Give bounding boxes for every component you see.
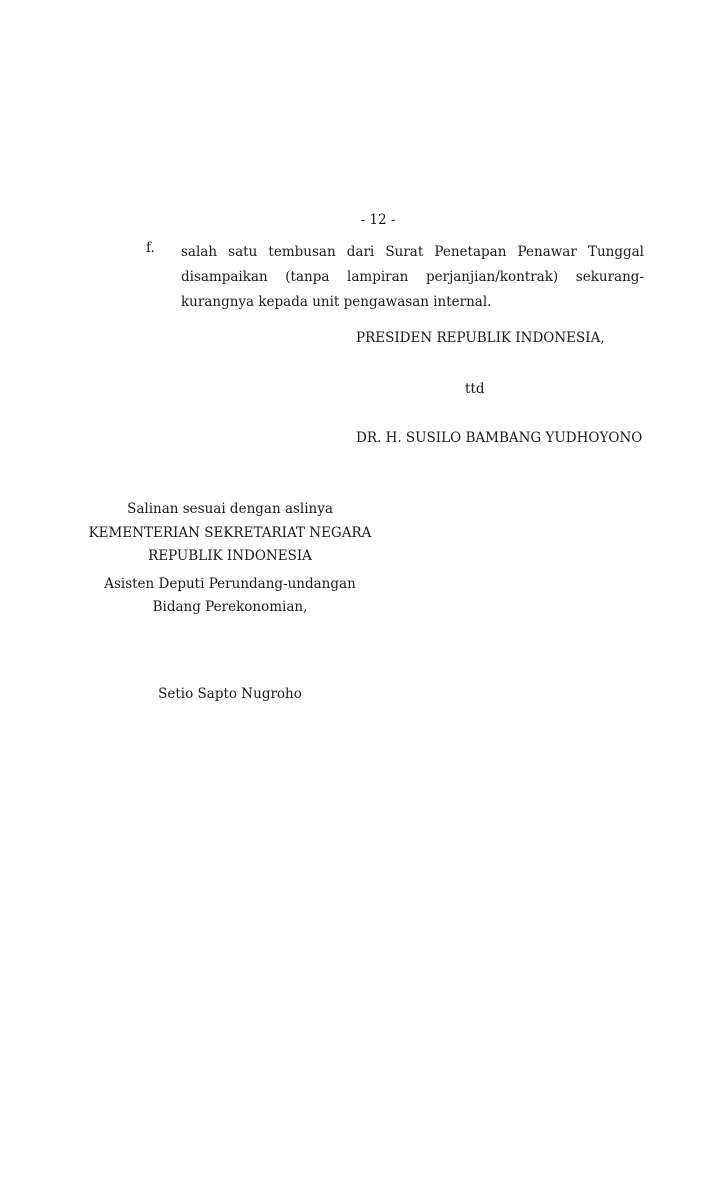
deputy-division: Bidang Perekonomian, [152,599,308,615]
copy-signatory-name: Setio Sapto Nugroho [158,686,302,702]
president-title: PRESIDEN REPUBLIK INDONESIA, [356,330,605,346]
list-item [146,240,644,315]
copy-attestation [87,498,373,620]
signature-ttd: ttd [465,381,485,397]
page-number: - 12 - [360,212,396,228]
ministry-name: KEMENTERIAN SEKRETARIAT NEGARA [88,524,372,541]
copy-attestation-line: Salinan sesuai dengan aslinya [127,501,333,517]
list-marker: f. [146,240,155,256]
list-item-text: salah satu tembusan dari Surat Penetapan Penawar Tunggal disampaikan (tanpa lampiran perjanjian/kontrak) sekurang-kurangnya kepada unit pengawasan internal. [181,244,644,310]
president-name: DR. H. SUSILO BAMBANG YUDHOYONO [356,430,643,446]
deputy-title: Asisten Deputi Perundang-undangan [104,575,356,592]
ministry-country: REPUBLIK INDONESIA [148,548,312,564]
